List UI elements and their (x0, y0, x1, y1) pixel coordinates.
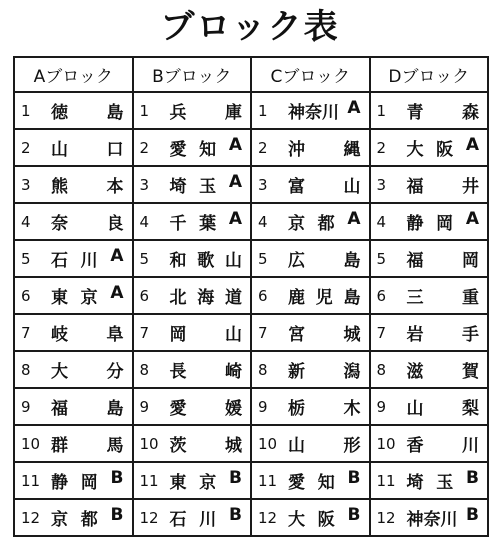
entry-number: 12 (21, 508, 41, 527)
block-c-entry (251, 203, 370, 240)
entry-number: 3 (376, 175, 387, 194)
block-c-entry (251, 92, 370, 129)
entry-name: 鹿 児 島 (288, 288, 361, 308)
block-d-entry (370, 388, 489, 425)
block-b-entry (133, 166, 252, 203)
entry-name: 愛 知 B (288, 468, 361, 493)
table-row (14, 388, 488, 425)
entry-name: 東 京 B (169, 468, 242, 493)
entry-name: 京 都 A (288, 209, 361, 234)
entry-number: 2 (139, 138, 150, 157)
entry-number: 11 (376, 471, 396, 490)
block-b-entry (133, 425, 252, 462)
block-c-header: Cブロック (251, 57, 370, 92)
block-c-entry (251, 388, 370, 425)
entry-number: 8 (21, 360, 31, 379)
entry-number: 8 (258, 360, 268, 379)
entry-number: 10 (21, 434, 41, 453)
entry-number: 2 (376, 138, 387, 157)
block-b-entry (133, 351, 252, 388)
table-row (14, 203, 488, 240)
block-a-entry (14, 351, 133, 388)
entry-number: 5 (139, 249, 150, 268)
entry-name: 愛 媛 (169, 399, 242, 419)
entry-name: 神奈川 A (288, 98, 361, 123)
entry-number: 5 (21, 249, 31, 268)
entry-name: 徳 島 (51, 103, 124, 123)
entry-name: 愛 知 A (169, 135, 242, 160)
entry-name: 大 阪 A (406, 135, 479, 160)
table-body (14, 92, 488, 536)
block-d-header: Dブロック (370, 57, 489, 92)
entry-number: 4 (21, 212, 31, 231)
entry-name: 滋 賀 (406, 362, 479, 382)
block-d-entry (370, 240, 489, 277)
block-d-entry (370, 129, 489, 166)
entry-name: 茨 城 (169, 436, 242, 456)
block-d-entry (370, 314, 489, 351)
entry-name: 石 川 B (169, 505, 242, 530)
block-d-entry (370, 462, 489, 499)
entry-name: 東 京 A (51, 283, 124, 308)
entry-number: 9 (376, 397, 387, 416)
entry-number: 6 (258, 286, 268, 305)
entry-name: 青 森 (406, 103, 479, 123)
entry-number: 7 (139, 323, 150, 342)
entry-number: 9 (21, 397, 31, 416)
table-row (14, 240, 488, 277)
block-b-header: Bブロック (133, 57, 252, 92)
entry-name: 新 潟 (288, 362, 361, 382)
block-b-entry (133, 314, 252, 351)
table-row (14, 499, 488, 536)
block-d-entry (370, 92, 489, 129)
block-c-entry (251, 425, 370, 462)
entry-name: 静 岡 A (406, 209, 479, 234)
block-c-entry (251, 499, 370, 536)
block-b-entry (133, 129, 252, 166)
block-a-entry (14, 129, 133, 166)
entry-name: 兵 庫 (169, 103, 242, 123)
block-a-entry (14, 277, 133, 314)
entry-number: 4 (376, 212, 387, 231)
entry-name: 福 島 (51, 399, 124, 419)
entry-name: 埼 玉 A (169, 172, 242, 197)
table-row (14, 425, 488, 462)
block-c-entry (251, 166, 370, 203)
entry-number: 7 (258, 323, 268, 342)
block-c-entry (251, 314, 370, 351)
entry-number: 3 (139, 175, 150, 194)
entry-number: 11 (139, 471, 159, 490)
entry-name: 岩 手 (406, 325, 479, 345)
block-c-entry (251, 240, 370, 277)
entry-number: 1 (376, 101, 387, 120)
block-d-entry (370, 277, 489, 314)
entry-name: 岡 山 (169, 325, 242, 345)
block-b-entry (133, 92, 252, 129)
entry-name: 京 都 B (51, 505, 124, 530)
entry-number: 8 (139, 360, 150, 379)
entry-number: 3 (21, 175, 31, 194)
entry-name: 長 崎 (169, 362, 242, 382)
entry-number: 6 (139, 286, 150, 305)
entry-name: 沖 縄 (288, 140, 361, 160)
entry-name: 栃 木 (288, 399, 361, 419)
block-table (13, 56, 489, 537)
block-c-entry (251, 462, 370, 499)
table-row (14, 314, 488, 351)
block-c-entry (251, 129, 370, 166)
entry-number: 12 (258, 508, 278, 527)
entry-number: 10 (139, 434, 159, 453)
table-row (14, 166, 488, 203)
entry-number: 6 (376, 286, 387, 305)
entry-name: 大 阪 B (288, 505, 361, 530)
entry-number: 1 (21, 101, 31, 120)
entry-number: 10 (376, 434, 396, 453)
entry-number: 6 (21, 286, 31, 305)
block-b-entry (133, 499, 252, 536)
block-a-entry (14, 166, 133, 203)
block-a-entry (14, 425, 133, 462)
entry-name: 埼 玉 B (406, 468, 479, 493)
entry-number: 7 (376, 323, 387, 342)
entry-number: 1 (258, 101, 268, 120)
entry-number: 4 (258, 212, 268, 231)
entry-number: 9 (139, 397, 150, 416)
block-a-entry (14, 203, 133, 240)
entry-number: 7 (21, 323, 31, 342)
block-a-entry (14, 499, 133, 536)
entry-number: 12 (376, 508, 396, 527)
entry-number: 5 (258, 249, 268, 268)
entry-name: 千 葉 A (169, 209, 242, 234)
block-b-entry (133, 462, 252, 499)
block-b-entry (133, 388, 252, 425)
entry-name: 福 岡 (406, 251, 479, 271)
block-a-entry (14, 462, 133, 499)
entry-number: 9 (258, 397, 268, 416)
block-a-entry (14, 388, 133, 425)
entry-name: 山 口 (51, 140, 124, 160)
entry-name: 静 岡 B (51, 468, 124, 493)
entry-number: 11 (258, 471, 278, 490)
entry-number: 11 (21, 471, 41, 490)
entry-number: 5 (376, 249, 387, 268)
entry-number: 4 (139, 212, 150, 231)
block-a-entry (14, 92, 133, 129)
block-a-entry (14, 240, 133, 277)
entry-name: 神奈川 B (406, 505, 479, 530)
entry-number: 2 (258, 138, 268, 157)
entry-number: 10 (258, 434, 278, 453)
header-row (14, 57, 488, 92)
entry-name: 山 梨 (406, 399, 479, 419)
entry-number: 8 (376, 360, 387, 379)
block-c-entry (251, 351, 370, 388)
entry-name: 和 歌 山 (169, 251, 242, 271)
block-a-entry (14, 314, 133, 351)
entry-name: 北 海 道 (169, 288, 242, 308)
entry-name: 奈 良 (51, 214, 124, 234)
entry-name: 山 形 (288, 436, 361, 456)
table-row (14, 92, 488, 129)
block-a-header: Aブロック (14, 57, 133, 92)
entry-name: 富 山 (288, 177, 361, 197)
block-d-entry (370, 499, 489, 536)
entry-name: 宮 城 (288, 325, 361, 345)
entry-name: 熊 本 (51, 177, 124, 197)
block-d-entry (370, 425, 489, 462)
entry-number: 12 (139, 508, 159, 527)
entry-name: 群 馬 (51, 436, 124, 456)
entry-name: 大 分 (51, 362, 124, 382)
entry-name: 福 井 (406, 177, 479, 197)
block-d-entry (370, 203, 489, 240)
entry-number: 3 (258, 175, 268, 194)
block-b-entry (133, 277, 252, 314)
block-c-entry (251, 277, 370, 314)
block-b-entry (133, 203, 252, 240)
entry-name: 三 重 (406, 288, 479, 308)
entry-number: 1 (139, 101, 150, 120)
table-row (14, 129, 488, 166)
block-b-entry (133, 240, 252, 277)
entry-name: 広 島 (288, 251, 361, 271)
table-row (14, 351, 488, 388)
entry-number: 2 (21, 138, 31, 157)
block-d-entry (370, 351, 489, 388)
page-title: ブロック表 (160, 7, 340, 47)
entry-name: 香 川 (406, 436, 479, 456)
block-d-entry (370, 166, 489, 203)
entry-name: 石 川 A (51, 246, 124, 271)
entry-name: 岐 阜 (51, 325, 124, 345)
table-row (14, 462, 488, 499)
table-row (14, 277, 488, 314)
